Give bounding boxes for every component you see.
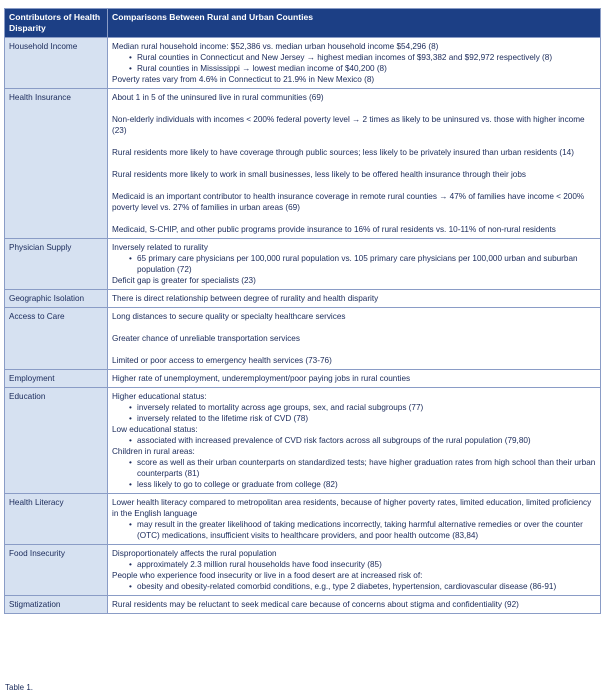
header-contributors: Contributors of Health Disparity <box>5 9 108 38</box>
table-body <box>5 38 601 614</box>
bullet-item: • inversely related to mortality across age groups, sex, and racial subgroups (77) <box>112 402 596 413</box>
row-label: Stigmatization <box>5 596 108 614</box>
content-paragraph: Medicaid is an important contributor to health insurance coverage in remote rural counties → 47% of families have income < 200% poverty level vs. 27% of families in urban areas (69) <box>112 192 585 212</box>
bullet-item: • inversely related to the lifetime risk of CVD (78) <box>112 413 596 424</box>
content-line: Poverty rates vary from 4.6% in Connecticut to 21.9% in New Mexico (8) <box>112 75 375 84</box>
content-line: About 1 in 5 of the uninsured live in rural communities (69) <box>112 93 324 102</box>
content-line: Long distances to secure quality or specialty healthcare services <box>112 312 346 321</box>
table-header-row <box>5 9 601 38</box>
content-paragraph: Medicaid, S-CHIP, and other public programs provide insurance to 16% of rural residents vs. 10-11% of non-rural residents <box>112 225 556 234</box>
table-row <box>5 596 601 614</box>
content-paragraph: Rural residents more likely to work in small businesses, less likely to be offered health insurance through their jobs <box>112 170 526 179</box>
row-content <box>108 370 601 388</box>
row-content <box>108 388 601 494</box>
row-content <box>108 308 601 370</box>
content-line: Median rural household income: $52,386 vs. median urban household income $54,296 (8) <box>112 42 439 51</box>
row-content <box>108 38 601 89</box>
table-row <box>5 370 601 388</box>
row-label: Food Insecurity <box>5 545 108 596</box>
header-comparisons: Comparisons Between Rural and Urban Counties <box>108 9 601 38</box>
table-row <box>5 89 601 239</box>
bullet-item: • score as well as their urban counterparts on standardized tests; have higher graduation rates from high school than their urban counterparts (81) <box>112 457 596 479</box>
content-line: Higher educational status: <box>112 392 207 401</box>
content-line: Rural residents may be reluctant to seek medical care because of concerns about stigma and confidentiality (92) <box>112 600 519 609</box>
content-line: There is direct relationship between degree of rurality and health disparity <box>112 294 379 303</box>
table-row <box>5 290 601 308</box>
row-label: Health Insurance <box>5 89 108 239</box>
row-content <box>108 89 601 239</box>
disparity-table <box>4 8 601 614</box>
content-line: Deficit gap is greater for specialists (23) <box>112 276 256 285</box>
row-label: Education <box>5 388 108 494</box>
table-row <box>5 308 601 370</box>
bullet-item: • obesity and obesity-related comorbid conditions, e.g., type 2 diabetes, hypertension, cardiovascular disease (86-91) <box>112 581 596 592</box>
table-caption: Table 1. <box>5 683 34 692</box>
content-line: Lower health literacy compared to metropolitan area residents, because of higher poverty rates, limited education, limited proficiency in the English language <box>112 498 592 518</box>
table-row <box>5 239 601 290</box>
bullet-item: • may result in the greater likelihood of taking medications incorrectly, taking harmful alternative remedies or over the counter (OTC) medications, insufficient visits to healthcare providers, and poor health outcome (83,84) <box>112 519 596 541</box>
content-line: Disproportionately affects the rural population <box>112 549 277 558</box>
content-paragraph: Limited or poor access to emergency health services (73-76) <box>112 356 332 365</box>
row-content <box>108 239 601 290</box>
row-content <box>108 596 601 614</box>
content-paragraph: Greater chance of unreliable transportation services <box>112 334 300 343</box>
content-line: People who experience food insecurity or live in a food desert are at increased risk of: <box>112 571 423 580</box>
table-row <box>5 545 601 596</box>
bullet-item: • approximately 2.3 million rural households have food insecurity (85) <box>112 559 596 570</box>
bullet-item: • Rural counties in Mississippi → lowest median income of $40,200 (8) <box>112 63 596 74</box>
table-row <box>5 388 601 494</box>
bullet-item: • 65 primary care physicians per 100,000 rural population vs. 105 primary care physicians per 100,000 urban and suburban population (72) <box>112 253 596 275</box>
row-label: Employment <box>5 370 108 388</box>
content-paragraph: Rural residents more likely to have coverage through public sources; less likely to be privately insured than urban residents (14) <box>112 148 574 157</box>
row-label: Health Literacy <box>5 494 108 545</box>
row-label: Household Income <box>5 38 108 89</box>
bullet-item: • associated with increased prevalence of CVD risk factors across all subgroups of the rural population (79,80) <box>112 435 596 446</box>
bullet-item: • less likely to go to college or graduate from college (82) <box>112 479 596 490</box>
content-paragraph: Non-elderly individuals with incomes < 200% federal poverty level → 2 times as likely to be uninsured vs. those with higher income (23) <box>112 115 585 135</box>
table-row <box>5 494 601 545</box>
row-content <box>108 494 601 545</box>
content-line: Higher rate of unemployment, underemployment/poor paying jobs in rural counties <box>112 374 411 383</box>
row-label: Access to Care <box>5 308 108 370</box>
row-content <box>108 290 601 308</box>
content-line: Inversely related to rurality <box>112 243 209 252</box>
bullet-item: • Rural counties in Connecticut and New Jersey → highest median incomes of $93,382 and $92,972 respectively (8) <box>112 52 596 63</box>
content-line: Children in rural areas: <box>112 447 195 456</box>
row-label: Physician Supply <box>5 239 108 290</box>
row-content <box>108 545 601 596</box>
row-label: Geographic Isolation <box>5 290 108 308</box>
table-row <box>5 38 601 89</box>
content-line: Low educational status: <box>112 425 198 434</box>
